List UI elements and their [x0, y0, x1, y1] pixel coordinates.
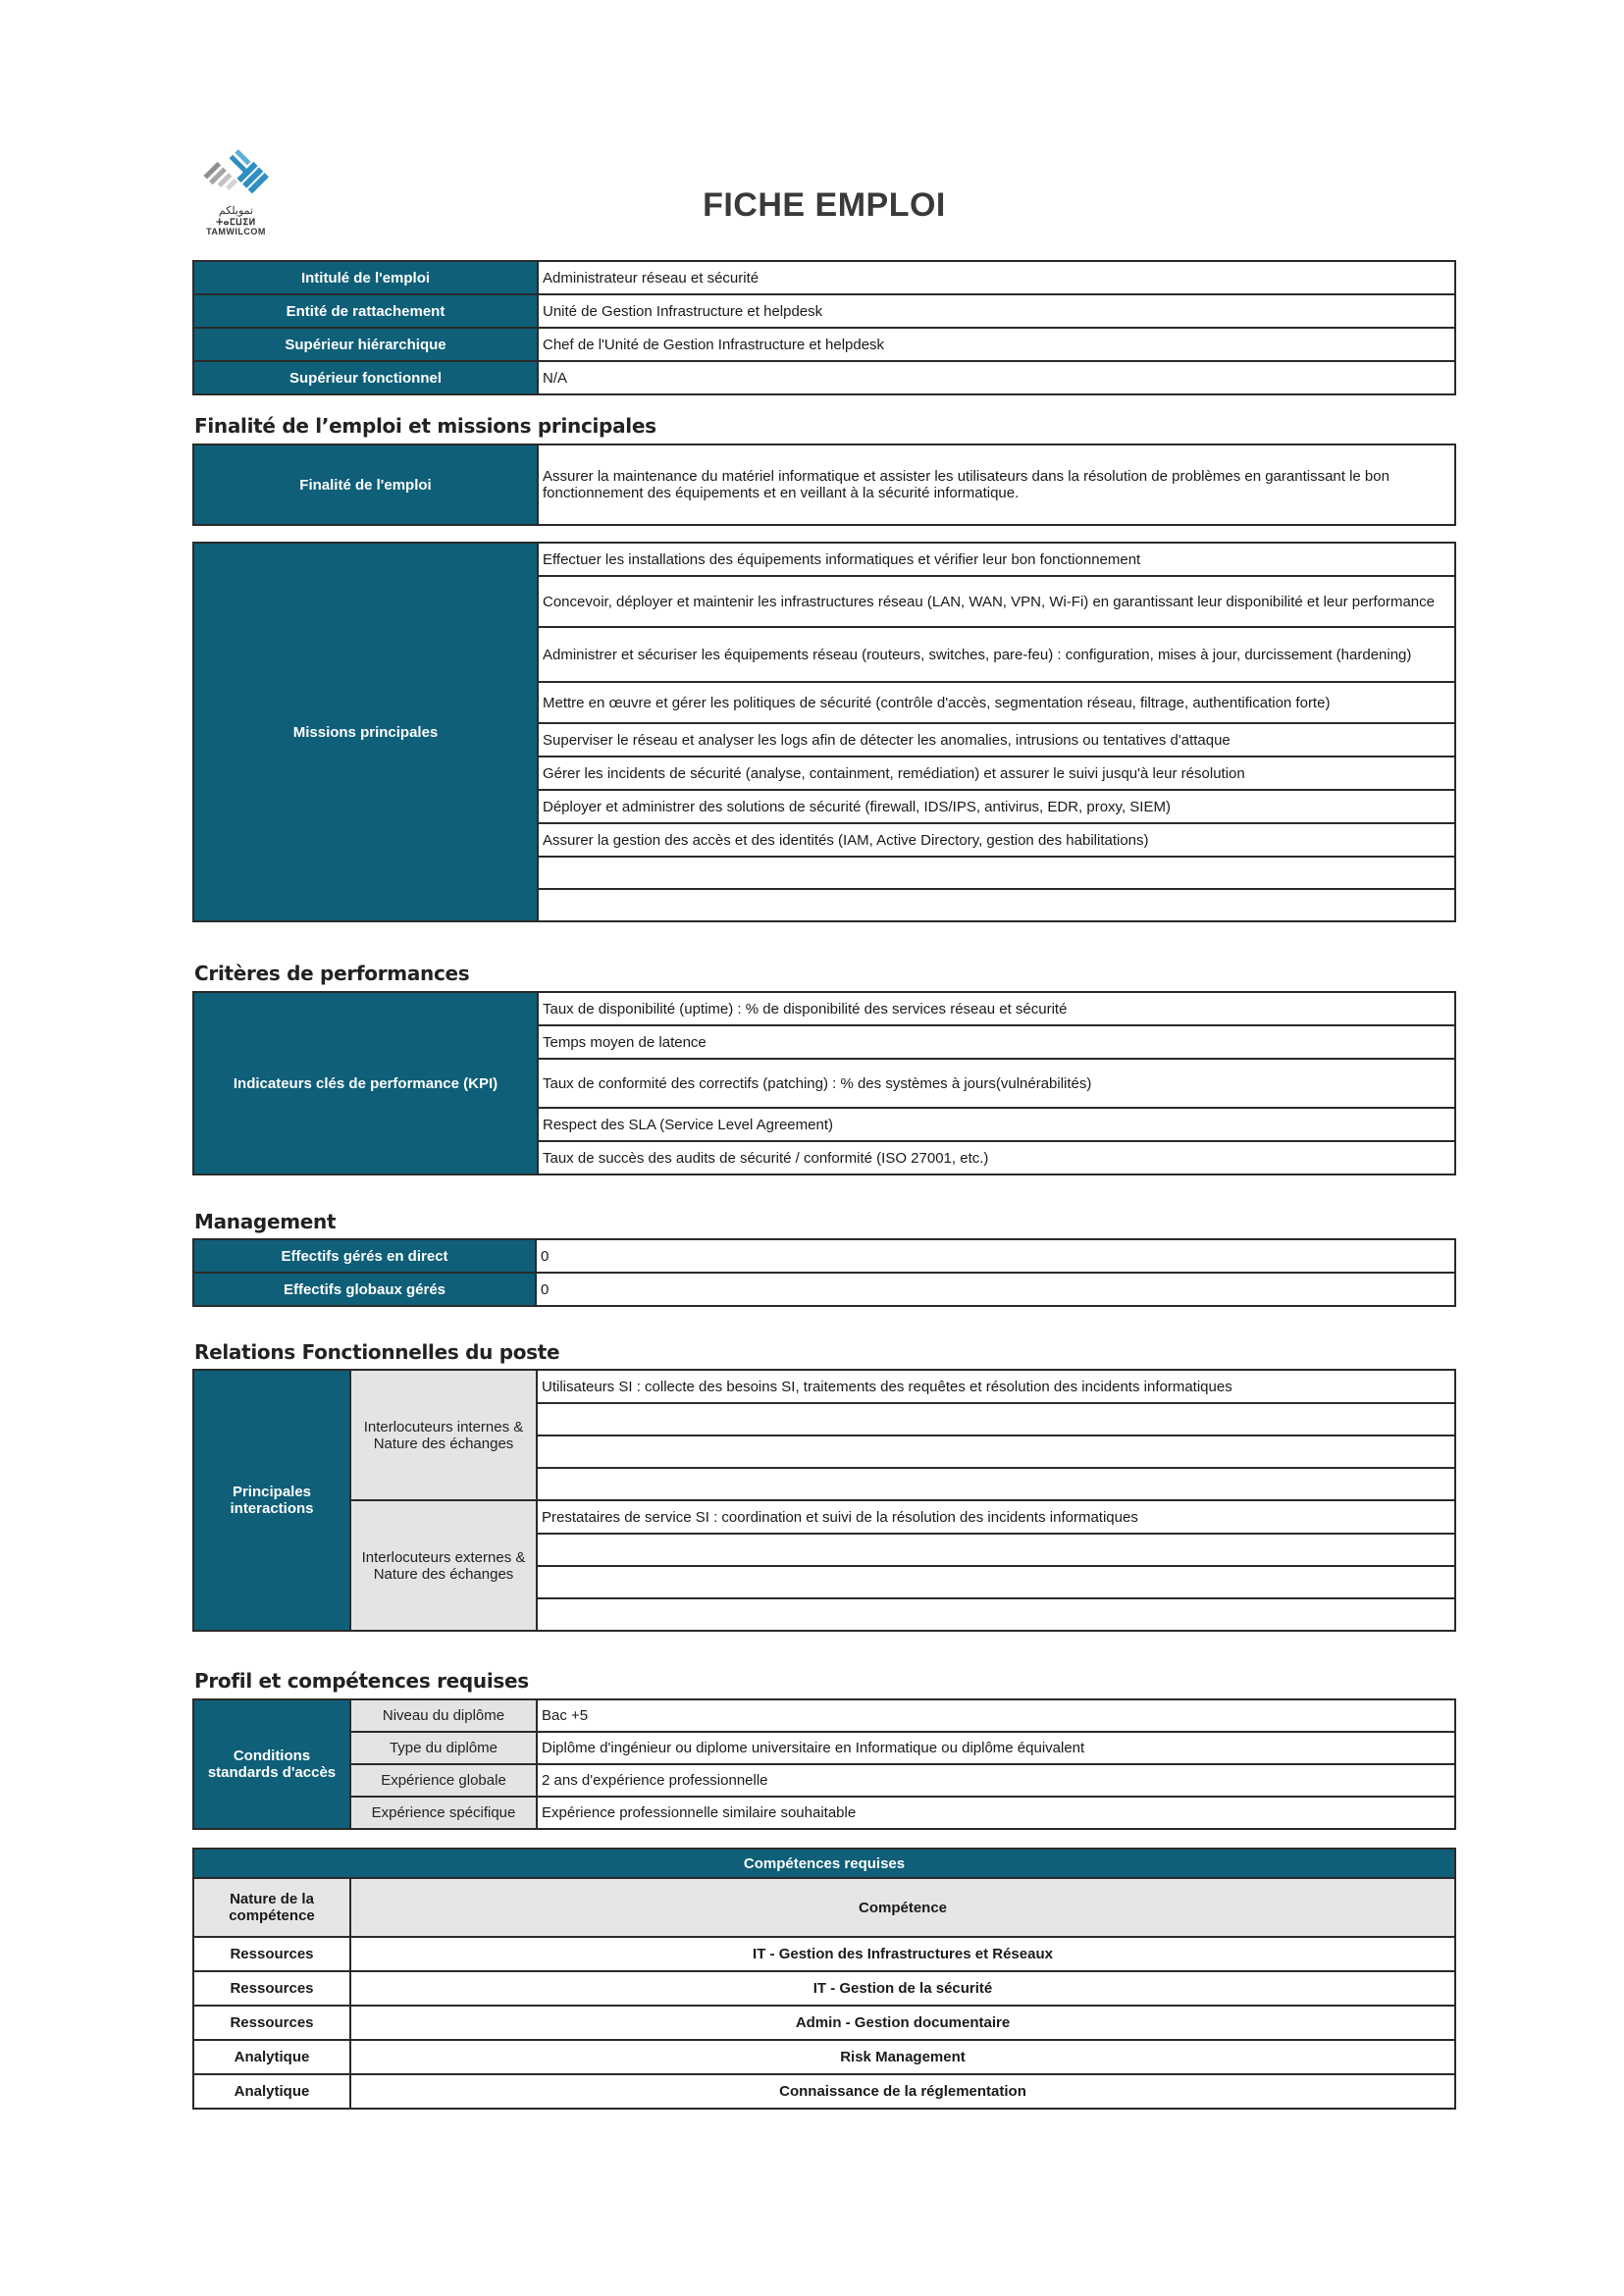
internal-item — [537, 1403, 1455, 1435]
kpi-item: Temps moyen de latence — [538, 1025, 1455, 1059]
section-heading-finalite: Finalité de l’emploi et missions principales — [194, 414, 656, 438]
row-value: Chef de l'Unité de Gestion Infrastructure et helpdesk — [538, 328, 1455, 361]
kpi-item: Taux de disponibilité (uptime) : % de disponibilité des services réseau et sécurité — [538, 992, 1455, 1025]
mission-item: Administrer et sécuriser les équipements réseau (routeurs, switches, pare-feu) : configuration, mises à jour, durcissement (hardening) — [538, 627, 1455, 682]
mission-item — [538, 889, 1455, 921]
mission-row — [193, 543, 1455, 576]
table-row — [193, 328, 1455, 361]
row-value: 0 — [536, 1273, 1455, 1306]
profil-table — [192, 1698, 1456, 1830]
identification-table — [192, 260, 1456, 395]
profil-row-value: Bac +5 — [537, 1699, 1455, 1732]
competence-nature: Ressources — [193, 1937, 350, 1971]
mission-item: Mettre en œuvre et gérer les politiques de sécurité (contrôle d'accès, segmentation réseau, filtrage, authentification forte) — [538, 682, 1455, 723]
competences-column-row — [193, 1878, 1455, 1937]
competence-row — [193, 2040, 1455, 2074]
profil-row-value: 2 ans d'expérience professionnelle — [537, 1764, 1455, 1797]
col-nature: Nature de la compétence — [193, 1878, 350, 1937]
internal-label: Interlocuteurs internes & Nature des échanges — [350, 1370, 537, 1500]
mission-item: Déployer et administrer des solutions de sécurité (firewall, IDS/IPS, antivirus, EDR, proxy, SIEM) — [538, 790, 1455, 823]
logo-tifinagh-text: ⵜⴰⵎⵡⵉⵍ — [216, 217, 256, 227]
profil-row-value: Expérience professionnelle similaire souhaitable — [537, 1797, 1455, 1829]
finalite-label: Finalité de l'emploi — [193, 444, 538, 525]
external-label: Interlocuteurs externes & Nature des échanges — [350, 1500, 537, 1631]
relations-table — [192, 1369, 1456, 1632]
finalite-table — [192, 444, 1456, 526]
row-value: Administrateur réseau et sécurité — [538, 261, 1455, 294]
profil-row-label: Type du diplôme — [350, 1732, 537, 1764]
relation-row — [193, 1370, 1455, 1403]
mission-item: Superviser le réseau et analyser les logs afin de détecter les anomalies, intrusions ou tentatives d'attaque — [538, 723, 1455, 757]
competence-name: Admin - Gestion documentaire — [350, 2006, 1455, 2040]
internal-item: Utilisateurs SI : collecte des besoins SI, traitements des requêtes et résolution des incidents informatiques — [537, 1370, 1455, 1403]
row-label: Entité de rattachement — [193, 294, 538, 328]
competence-row — [193, 2006, 1455, 2040]
competences-header-row — [193, 1849, 1455, 1878]
competence-row — [193, 1971, 1455, 2006]
section-heading-profil: Profil et compétences requises — [194, 1669, 529, 1693]
internal-item — [537, 1435, 1455, 1468]
kpi-item: Taux de conformité des correctifs (patching) : % des systèmes à jours(vulnérabilités) — [538, 1059, 1455, 1108]
row-value: N/A — [538, 361, 1455, 394]
competence-row — [193, 2074, 1455, 2109]
profil-main-label: Conditions standards d'accès — [193, 1699, 350, 1829]
profil-row-label: Niveau du diplôme — [350, 1699, 537, 1732]
management-table — [192, 1238, 1456, 1307]
competence-name: IT - Gestion des Infrastructures et Réseaux — [350, 1937, 1455, 1971]
table-row — [193, 1239, 1455, 1273]
external-item — [537, 1566, 1455, 1598]
competence-nature: Ressources — [193, 2006, 350, 2040]
section-heading-management: Management — [194, 1210, 337, 1233]
competence-row — [193, 1937, 1455, 1971]
table-row — [193, 444, 1455, 525]
kpi-table — [192, 991, 1456, 1175]
kpi-label: Indicateurs clés de performance (KPI) — [193, 992, 538, 1174]
table-row — [193, 294, 1455, 328]
profil-row-label: Expérience globale — [350, 1764, 537, 1797]
missions-table — [192, 542, 1456, 922]
finalite-value: Assurer la maintenance du matériel informatique et assister les utilisateurs dans la résolution de problèmes en garantissant le bon fonctionnement des équipements et en veillant à la sécurité informatique. — [538, 444, 1455, 525]
external-item: Prestataires de service SI : coordination et suivi de la résolution des incidents informatiques — [537, 1500, 1455, 1534]
section-heading-relations: Relations Fonctionnelles du poste — [194, 1340, 560, 1364]
internal-item — [537, 1468, 1455, 1500]
page-title: FICHE EMPLOI — [703, 186, 946, 224]
missions-label: Missions principales — [193, 543, 538, 921]
row-label: Supérieur hiérarchique — [193, 328, 538, 361]
profil-row-value: Diplôme d'ingénieur ou diplome universitaire en Informatique ou diplôme équivalent — [537, 1732, 1455, 1764]
competence-name: Connaissance de la réglementation — [350, 2074, 1455, 2109]
competences-table — [192, 1848, 1456, 2110]
kpi-item: Respect des SLA (Service Level Agreement) — [538, 1108, 1455, 1141]
section-heading-performance: Critères de performances — [194, 962, 470, 985]
mission-item: Effectuer les installations des équipements informatiques et vérifier leur bon fonctionnement — [538, 543, 1455, 576]
kpi-row — [193, 992, 1455, 1025]
mission-item — [538, 857, 1455, 889]
row-value: Unité de Gestion Infrastructure et helpdesk — [538, 294, 1455, 328]
profil-row — [193, 1732, 1455, 1764]
competence-nature: Analytique — [193, 2040, 350, 2074]
competence-nature: Analytique — [193, 2074, 350, 2109]
external-item — [537, 1598, 1455, 1631]
row-label: Supérieur fonctionnel — [193, 361, 538, 394]
mission-item: Assurer la gestion des accès et des identités (IAM, Active Directory, gestion des habilitations) — [538, 823, 1455, 857]
table-row — [193, 1273, 1455, 1306]
mission-item: Concevoir, déployer et maintenir les infrastructures réseau (LAN, WAN, VPN, Wi-Fi) en garantissant leur disponibilité et leur performance — [538, 576, 1455, 627]
profil-row-label: Expérience spécifique — [350, 1797, 537, 1829]
row-label: Effectifs globaux gérés — [193, 1273, 536, 1306]
logo-arabic-text: تمويلكم — [218, 205, 254, 217]
row-label: Effectifs gérés en direct — [193, 1239, 536, 1273]
profil-row — [193, 1699, 1455, 1732]
profil-row — [193, 1764, 1455, 1797]
mission-item: Gérer les incidents de sécurité (analyse, containment, remédiation) et assurer le suivi jusqu'à leur résolution — [538, 757, 1455, 790]
relation-row — [193, 1500, 1455, 1534]
logo-latin-text: TAMWILCOM — [206, 227, 266, 236]
row-value: 0 — [536, 1239, 1455, 1273]
kpi-item: Taux de succès des audits de sécurité / conformité (ISO 27001, etc.) — [538, 1141, 1455, 1174]
tamwilcom-logo — [199, 147, 273, 241]
competence-name: Risk Management — [350, 2040, 1455, 2074]
col-competence: Compétence — [350, 1878, 1455, 1937]
competence-nature: Ressources — [193, 1971, 350, 2006]
external-item — [537, 1534, 1455, 1566]
logo-mark-icon — [199, 147, 273, 204]
competence-name: IT - Gestion de la sécurité — [350, 1971, 1455, 2006]
relations-main-label: Principales interactions — [193, 1370, 350, 1631]
row-label: Intitulé de l'emploi — [193, 261, 538, 294]
table-row — [193, 361, 1455, 394]
profil-row — [193, 1797, 1455, 1829]
table-row — [193, 261, 1455, 294]
competences-header: Compétences requises — [193, 1849, 1455, 1878]
